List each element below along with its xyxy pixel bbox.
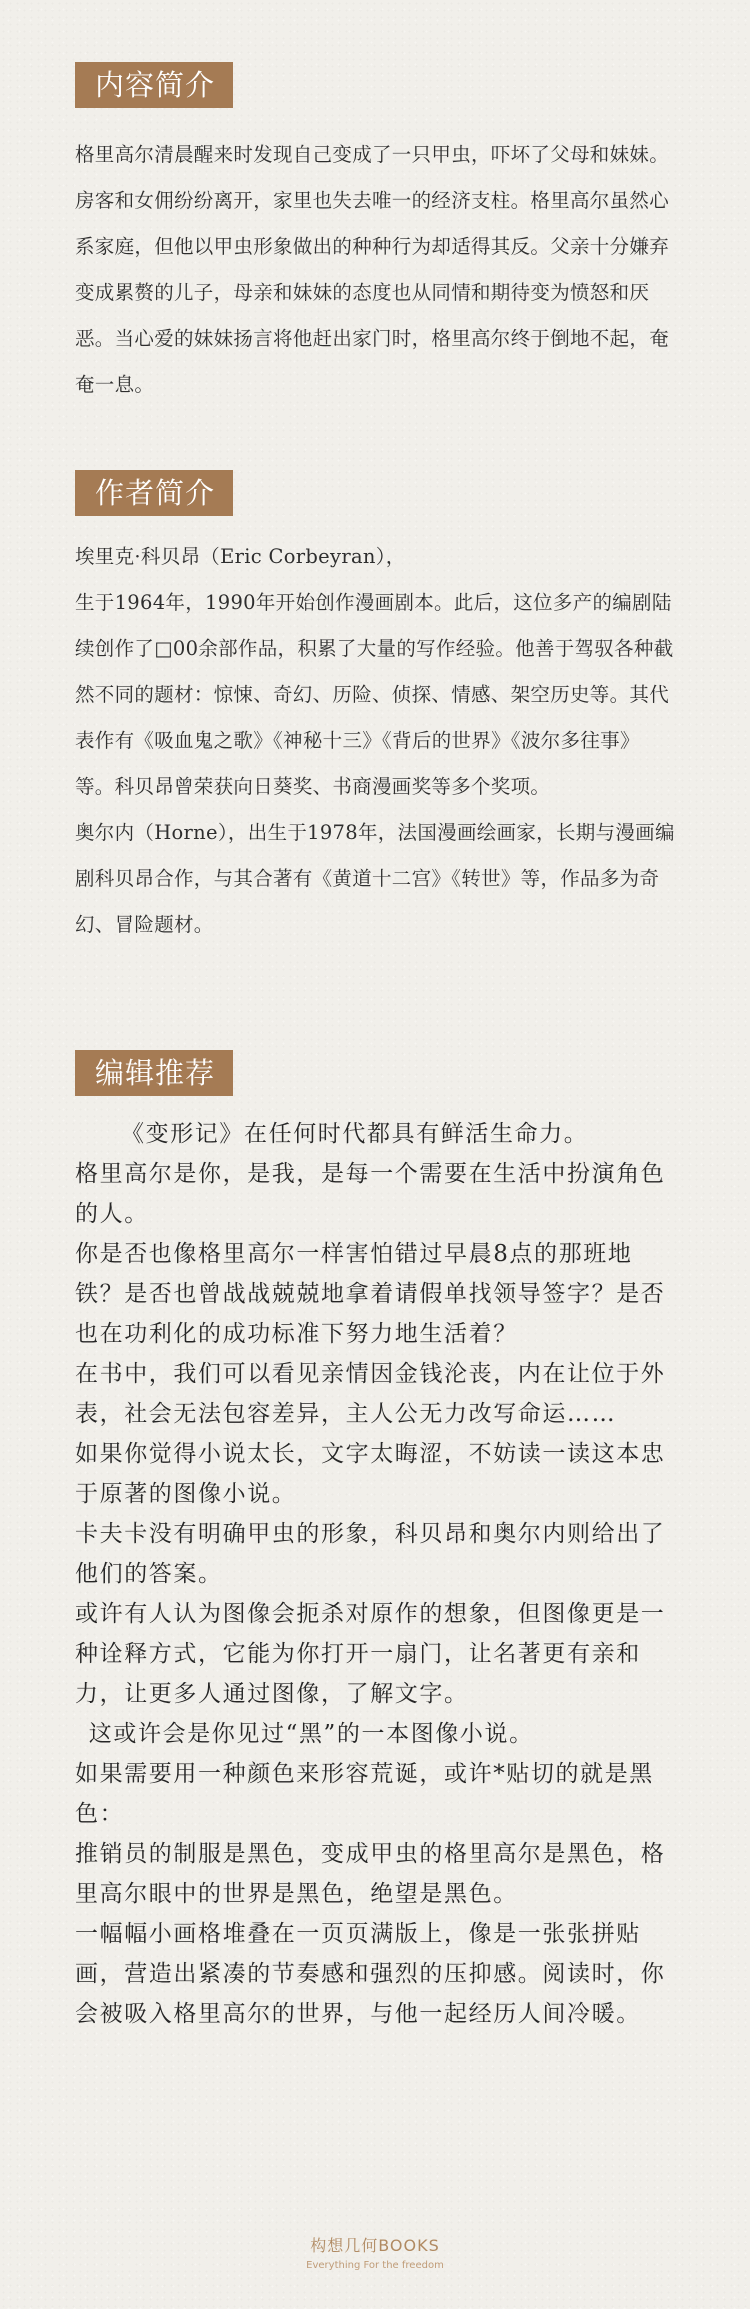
author-bio-paragraph: 生于1964年，1990年开始创作漫画剧本。此后，这位多产的编剧陆续创作了□00余部作品，积累了大量的写作经验。他善于驾驭各种截然不同的题材：惊悚、奇幻、历险、侦探、情感、架空历史等。其代表作有《吸血鬼之歌》《神秘十三》《背后的世界》《波尔多往事》等。科贝昂曾荣获向日葵奖、书商漫画奖等多个奖项。 xyxy=(75,591,674,798)
editor-paragraph: 如果你觉得小说太长，文字太晦涩，不妨读一读这本忠于原著的图像小说。 xyxy=(75,1441,666,1507)
author-title: 作者简介 xyxy=(75,470,233,516)
author-body xyxy=(75,534,675,948)
editor-paragraph: 格里高尔是你，是我，是每一个需要在生活中扮演角色的人。 xyxy=(75,1161,666,1227)
editor-paragraph: 如果需要用一种颜色来形容荒诞，或许*贴切的就是黑色： xyxy=(75,1761,654,1827)
editor-paragraph: 这或许会是你见过“黑”的一本图像小说。 xyxy=(88,1721,534,1747)
intro-section xyxy=(75,62,675,408)
editor-paragraph: 你是否也像格里高尔一样害怕错过早晨8点的那班地铁？是否也曾战战兢兢地拿着请假单找领导签字？是否也在功利化的成功标准下努力地生活着？ xyxy=(75,1241,666,1347)
editor-body xyxy=(75,1114,675,2034)
intro-title: 内容简介 xyxy=(75,62,233,108)
publisher-slogan: Everything For the freedom xyxy=(306,2260,444,2271)
illustrator-bio-paragraph: 奥尔内（Horne），出生于1978年，法国漫画绘画家，长期与漫画编剧科贝昂合作，与其合著有《黄道十二宫》《转世》等，作品多为奇幻、冒险题材。 xyxy=(75,821,675,936)
editor-paragraph: 一幅幅小画格堆叠在一页页满版上，像是一张张拼贴画，营造出紧凑的节奏感和强烈的压抑感。阅读时，你会被吸入格里高尔的世界，与他一起经历人间冷暖。 xyxy=(75,1921,666,2027)
editor-paragraph: 卡夫卡没有明确甲虫的形象，科贝昂和奥尔内则给出了他们的答案。 xyxy=(75,1521,666,1587)
author-name-line: 埃里克·科贝昂（Eric Corbeyran）， xyxy=(75,545,406,568)
author-section xyxy=(75,470,675,948)
publisher-logo: 构想几何BOOKS xyxy=(310,2236,440,2255)
editor-paragraph: 在书中，我们可以看见亲情因金钱沦丧，内在让位于外表，社会无法包容差异，主人公无力改写命运…… xyxy=(75,1361,666,1427)
footer xyxy=(0,2236,750,2273)
intro-paragraph: 格里高尔清晨醒来时发现自己变成了一只甲虫，吓坏了父母和妹妹。房客和女佣纷纷离开，家里也失去唯一的经济支柱。格里高尔虽然心系家庭，但他以甲虫形象做出的种种行为却适得其反。父亲十分嫌弃变成累赘的儿子，母亲和妹妹的态度也从同情和期待变为愤怒和厌恶。当心爱的妹妹扬言将他赶出家门时，格里高尔终于倒地不起，奄奄一息。 xyxy=(75,143,670,396)
editor-section xyxy=(75,1050,675,2034)
intro-body xyxy=(75,132,675,408)
editor-paragraph: 《变形记》在任何时代都具有鲜活生命力。 xyxy=(121,1121,589,1147)
editor-paragraph: 推销员的制服是黑色，变成甲虫的格里高尔是黑色，格里高尔眼中的世界是黑色，绝望是黑色。 xyxy=(75,1841,666,1907)
editor-paragraph: 或许有人认为图像会扼杀对原作的想象，但图像更是一种诠释方式，它能为你打开一扇门，让名著更有亲和力，让更多人通过图像，了解文字。 xyxy=(75,1601,666,1707)
editor-title: 编辑推荐 xyxy=(75,1050,233,1096)
